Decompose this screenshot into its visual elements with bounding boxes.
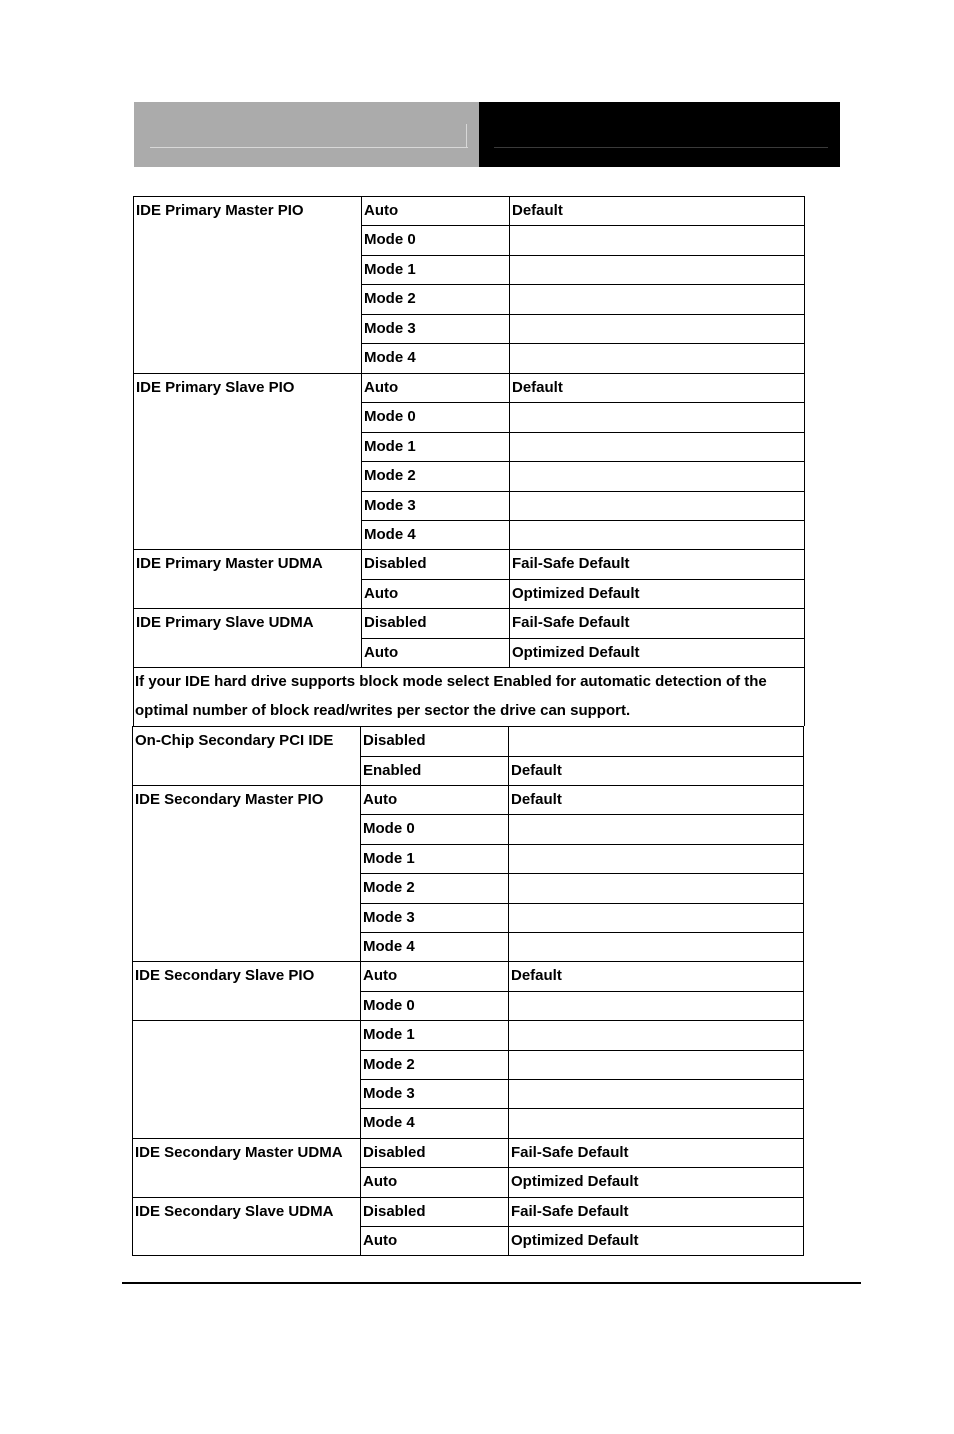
group-border <box>133 196 805 197</box>
row-border <box>361 284 805 285</box>
setting-name: IDE Secondary Master UDMA <box>135 1143 343 1161</box>
row-border <box>361 520 805 521</box>
group-border <box>133 373 805 374</box>
option-value: Mode 1 <box>363 849 415 867</box>
option-value: Auto <box>363 1232 398 1249</box>
option-value: Mode 2 <box>363 1055 415 1073</box>
column-divider <box>360 726 361 1256</box>
row-border <box>360 1079 804 1080</box>
option-value: Mode 4 <box>363 938 415 955</box>
option-note: Optimized Default <box>512 584 640 602</box>
column-divider <box>361 196 362 668</box>
setting-name: IDE Primary Master UDMA <box>136 555 323 573</box>
option-value: Disabled <box>363 1143 426 1161</box>
row-border <box>360 814 804 815</box>
note-line: If your IDE hard drive supports block mode select Enabled for automatic detection of the <box>135 673 767 691</box>
row-border <box>361 225 805 226</box>
row-border <box>361 461 805 462</box>
row-border <box>360 1167 804 1168</box>
option-value: Mode 1 <box>363 1026 415 1044</box>
note-line: optimal number of block read/writes per sector the drive can support. <box>135 702 631 720</box>
option-value: Mode 2 <box>364 467 416 485</box>
option-note: Fail-Safe Default <box>512 614 630 632</box>
group-border <box>132 1197 804 1198</box>
header-black-bar <box>479 102 840 167</box>
option-value: Auto <box>363 791 398 808</box>
setting-name: On-Chip Secondary PCI IDE <box>135 732 334 750</box>
option-value: Mode 0 <box>364 231 416 249</box>
row-border <box>360 991 804 992</box>
option-value: Auto <box>363 1173 398 1191</box>
option-value: Mode 3 <box>363 1085 415 1102</box>
option-value: Auto <box>364 378 399 396</box>
option-value: Mode 4 <box>364 525 416 543</box>
row-border <box>361 314 805 315</box>
option-note: Default <box>511 761 562 779</box>
group-border <box>133 608 805 609</box>
setting-name: IDE Primary Slave PIO <box>136 378 295 396</box>
table-left-border <box>132 726 133 1256</box>
setting-name: IDE Primary Slave UDMA <box>136 614 314 632</box>
option-note: Optimized Default <box>511 1232 639 1249</box>
table-left-border <box>133 196 134 668</box>
group-border <box>133 549 805 550</box>
option-value: Disabled <box>364 614 427 632</box>
footer-rule <box>122 1282 861 1284</box>
option-value: Mode 1 <box>364 437 416 455</box>
setting-name: IDE Secondary Slave UDMA <box>135 1202 334 1220</box>
option-value: Auto <box>363 967 398 985</box>
group-border <box>132 785 804 786</box>
row-border <box>360 844 804 845</box>
column-divider <box>509 196 510 668</box>
setting-name: IDE Primary Master PIO <box>136 202 304 219</box>
group-border <box>132 1020 804 1021</box>
option-note: Default <box>512 378 563 396</box>
option-note: Default <box>512 202 563 219</box>
option-note: Fail-Safe Default <box>511 1143 629 1161</box>
group-border <box>132 726 804 727</box>
option-value: Mode 2 <box>363 879 415 897</box>
option-value: Mode 4 <box>364 349 416 367</box>
option-value: Auto <box>364 643 399 661</box>
row-border <box>361 255 805 256</box>
row-border <box>361 638 805 639</box>
option-note: Default <box>511 967 562 985</box>
option-value: Mode 3 <box>364 496 416 514</box>
option-value: Mode 0 <box>363 996 415 1014</box>
header-gray-bar <box>134 102 479 167</box>
row-border <box>360 1226 804 1227</box>
option-value: Enabled <box>363 761 422 779</box>
header-black-underline <box>494 147 828 148</box>
row-border <box>360 1108 804 1109</box>
table-bottom-border <box>132 1255 804 1256</box>
option-value: Auto <box>364 202 399 219</box>
option-note: Optimized Default <box>512 643 640 661</box>
group-border <box>132 1138 804 1139</box>
option-value: Mode 1 <box>364 260 416 278</box>
row-border <box>360 873 804 874</box>
note-right-border <box>804 667 805 726</box>
row-border <box>361 491 805 492</box>
row-border <box>360 756 804 757</box>
option-value: Disabled <box>363 732 426 750</box>
option-value: Mode 0 <box>363 820 415 838</box>
option-value: Mode 0 <box>364 408 416 426</box>
option-note: Fail-Safe Default <box>511 1202 629 1220</box>
row-border <box>360 1050 804 1051</box>
note-left-border <box>133 667 134 726</box>
row-border <box>360 932 804 933</box>
option-value: Mode 3 <box>364 319 416 337</box>
row-border <box>361 402 805 403</box>
setting-name: IDE Secondary Slave PIO <box>135 967 315 985</box>
table-right-border <box>803 726 804 1256</box>
option-value: Disabled <box>364 555 427 573</box>
setting-name: IDE Secondary Master PIO <box>135 791 324 808</box>
option-note: Default <box>511 791 562 808</box>
header-gray-underline <box>150 147 468 148</box>
option-value: Auto <box>364 584 399 602</box>
row-border <box>361 579 805 580</box>
option-value: Mode 4 <box>363 1114 415 1132</box>
column-divider <box>508 726 509 1256</box>
row-border <box>361 343 805 344</box>
option-value: Disabled <box>363 1202 426 1220</box>
option-note: Fail-Safe Default <box>512 555 630 573</box>
option-note: Optimized Default <box>511 1173 639 1191</box>
row-border <box>361 432 805 433</box>
row-border <box>360 903 804 904</box>
option-value: Mode 2 <box>364 290 416 308</box>
group-border <box>132 961 804 962</box>
table-right-border <box>804 196 805 668</box>
table-bottom-border <box>133 667 805 668</box>
option-value: Mode 3 <box>363 908 415 926</box>
header-gray-divider <box>466 124 467 148</box>
